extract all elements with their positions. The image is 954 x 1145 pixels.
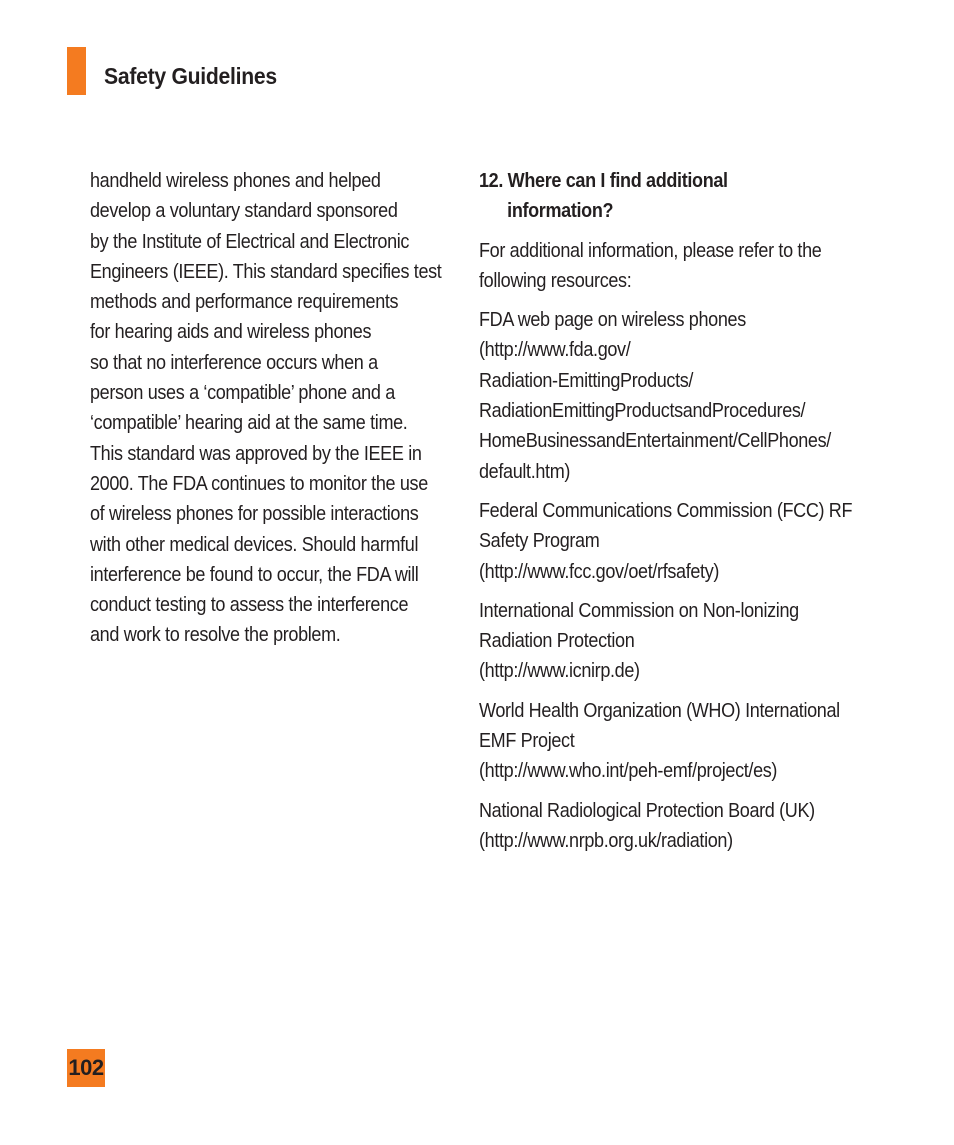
paragraph-line: This standard was approved by the IEEE in xyxy=(90,441,422,465)
question-heading xyxy=(479,166,879,227)
paragraph-line: so that no interference occurs when a xyxy=(90,350,378,374)
resource-link[interactable]: (http://www.fcc.gov/oet/rfsafety) xyxy=(479,559,720,583)
resource-fcc xyxy=(479,496,879,587)
resource-icnirp xyxy=(479,596,879,687)
resource-line: International Commission on Non-lonizing xyxy=(479,598,799,622)
paragraph-line: methods and performance requirements xyxy=(90,290,399,314)
paragraph-line: develop a voluntary standard sponsored xyxy=(90,199,398,223)
resource-link[interactable]: HomeBusinessandEntertainment/CellPhones/ xyxy=(479,429,831,453)
paragraph-line: ‘compatible’ hearing aid at the same time. xyxy=(90,411,408,435)
paragraph-line: by the Institute of Electrical and Electronic xyxy=(90,229,410,253)
resource-line: Safety Program xyxy=(479,529,600,553)
resource-who xyxy=(479,696,879,787)
resource-link[interactable]: (http://www.icnirp.de) xyxy=(479,659,640,683)
resource-line: FDA web page on wireless phones xyxy=(479,308,746,332)
intro-paragraph xyxy=(479,236,879,297)
resource-line: EMF Project xyxy=(479,729,575,753)
intro-line: following resources: xyxy=(479,268,632,292)
paragraph-line: of wireless phones for possible interactions xyxy=(90,502,419,526)
resource-link[interactable]: (http://www.fda.gov/ xyxy=(479,338,631,362)
question-heading-line: 12. Where can I find additional xyxy=(479,169,728,192)
question-heading-line: information? xyxy=(507,199,614,223)
paragraph-line: with other medical devices. Should harmful xyxy=(90,532,419,556)
resource-fda xyxy=(479,305,879,487)
paragraph-line: person uses a ‘compatible’ phone and a xyxy=(90,381,395,405)
right-column xyxy=(479,166,879,856)
resource-link[interactable]: Radiation-EmittingProducts/ xyxy=(479,368,694,392)
resource-line: Federal Communications Commission (FCC) RF xyxy=(479,498,853,522)
intro-line: For additional information, please refer to the xyxy=(479,238,822,262)
page-number: 102 xyxy=(67,1049,105,1087)
resource-line: National Radiological Protection Board (UK) xyxy=(479,798,815,822)
resource-nrpb xyxy=(479,796,879,857)
paragraph-line: handheld wireless phones and helped xyxy=(90,169,381,192)
resource-link[interactable]: (http://www.nrpb.org.uk/radiation) xyxy=(479,828,733,852)
header-accent-bar xyxy=(67,47,86,95)
resource-link[interactable]: (http://www.who.int/peh-emf/project/es) xyxy=(479,759,778,783)
resource-link[interactable]: RadiationEmittingProductsandProcedures/ xyxy=(479,399,806,423)
left-column xyxy=(90,166,452,651)
resource-line: World Health Organization (WHO) International xyxy=(479,698,840,722)
paragraph-line: for hearing aids and wireless phones xyxy=(90,320,372,344)
body-paragraph xyxy=(90,166,452,651)
paragraph-line: conduct testing to assess the interference xyxy=(90,593,409,617)
paragraph-line: and work to resolve the problem. xyxy=(90,623,341,647)
page-title: Safety Guidelines xyxy=(104,63,277,89)
resource-link[interactable]: default.htm) xyxy=(479,459,571,483)
paragraph-line: 2000. The FDA continues to monitor the use xyxy=(90,471,428,495)
resource-line: Radiation Protection xyxy=(479,629,635,653)
paragraph-line: interference be found to occur, the FDA will xyxy=(90,562,419,586)
paragraph-line: Engineers (IEEE). This standard specifies test xyxy=(90,259,442,283)
